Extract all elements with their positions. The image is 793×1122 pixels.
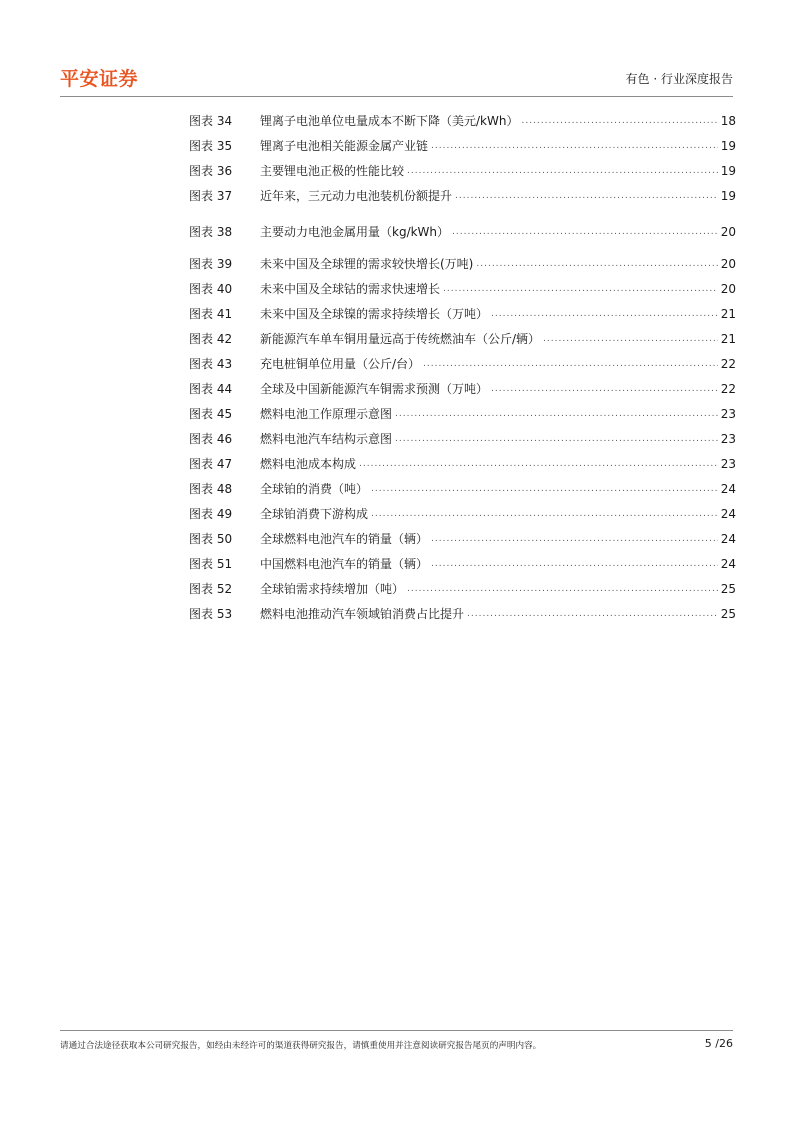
dot-leader <box>543 329 718 349</box>
figure-title: 锂离子电池相关能源金属产业链 <box>260 139 429 153</box>
figure-title: 充电桩铜单位用量（公斤/台） <box>260 357 421 371</box>
figure-number: 图表 48 <box>189 482 233 496</box>
toc-entry[interactable] <box>189 504 736 524</box>
page-number: 22 <box>720 382 736 396</box>
figure-title: 全球燃料电池汽车的销量（辆） <box>260 532 429 546</box>
toc-entry[interactable] <box>189 161 736 181</box>
figure-number: 图表 52 <box>189 582 233 596</box>
dot-leader <box>455 186 718 206</box>
dot-leader <box>431 554 718 574</box>
dot-leader <box>431 136 718 156</box>
figure-title: 中国燃料电池汽车的销量（辆） <box>260 557 429 571</box>
dot-leader <box>407 161 718 181</box>
toc-entry[interactable] <box>189 354 736 374</box>
toc-entry[interactable] <box>189 279 736 299</box>
page-number: 25 <box>720 582 736 596</box>
figure-title: 全球及中国新能源汽车铜需求预测（万吨） <box>260 382 489 396</box>
page-number: 20 <box>720 257 736 271</box>
figure-title: 全球铂消费下游构成 <box>260 507 369 521</box>
toc-entry[interactable] <box>189 111 736 131</box>
dot-leader <box>443 279 718 299</box>
page-number: 22 <box>720 357 736 371</box>
figure-number: 图表 34 <box>189 114 233 128</box>
page-footer <box>60 1030 733 1055</box>
figure-number: 图表 46 <box>189 432 233 446</box>
figure-title: 未来中国及全球锂的需求较快增长(万吨) <box>260 257 474 271</box>
figure-number: 图表 35 <box>189 139 233 153</box>
figure-title: 全球铂的消费（吨） <box>260 482 369 496</box>
figure-number: 图表 44 <box>189 382 233 396</box>
dot-leader <box>395 404 718 424</box>
figure-number: 图表 53 <box>189 607 233 621</box>
figure-number: 图表 43 <box>189 357 233 371</box>
toc-entry[interactable] <box>189 529 736 549</box>
dot-leader <box>371 479 718 499</box>
page-number: 21 <box>720 332 736 346</box>
toc-entry[interactable] <box>189 222 736 242</box>
toc-entry[interactable] <box>189 186 736 206</box>
page-number: 24 <box>720 532 736 546</box>
toc-entry[interactable] <box>189 554 736 574</box>
figure-title: 主要锂电池正极的性能比较 <box>260 164 405 178</box>
dot-leader <box>431 529 718 549</box>
dot-leader <box>452 222 718 242</box>
figure-number: 图表 47 <box>189 457 233 471</box>
toc-entry[interactable] <box>189 579 736 599</box>
figure-number: 图表 40 <box>189 282 233 296</box>
report-type-label: 有色 · 行业深度报告 <box>625 72 733 86</box>
toc-entry[interactable] <box>189 136 736 156</box>
dot-leader <box>423 354 718 374</box>
page-number: 19 <box>720 189 736 203</box>
page-number: 23 <box>720 432 736 446</box>
page-number: 23 <box>720 457 736 471</box>
page-number: 21 <box>720 307 736 321</box>
page-number: 24 <box>720 482 736 496</box>
dot-leader <box>491 304 718 324</box>
figure-title: 燃料电池成本构成 <box>260 457 357 471</box>
figure-title: 燃料电池工作原理示意图 <box>260 407 393 421</box>
page-number: 25 <box>720 607 736 621</box>
dot-leader <box>467 604 718 624</box>
toc-entry[interactable] <box>189 604 736 624</box>
figure-number: 图表 49 <box>189 507 233 521</box>
figure-number: 图表 38 <box>189 225 233 239</box>
page-number: 24 <box>720 507 736 521</box>
figure-title: 全球铂需求持续增加（吨） <box>260 582 405 596</box>
dot-leader <box>491 379 718 399</box>
ping-an-securities-logo: 平安证券 <box>60 68 139 90</box>
figure-number: 图表 39 <box>189 257 233 271</box>
dot-leader <box>395 429 718 449</box>
page-number: 19 <box>720 139 736 153</box>
figure-title: 燃料电池汽车结构示意图 <box>260 432 393 446</box>
figure-number: 图表 42 <box>189 332 233 346</box>
toc-entry[interactable] <box>189 329 736 349</box>
figure-number: 图表 45 <box>189 407 233 421</box>
figure-title: 新能源汽车单车铜用量远高于传统燃油车（公斤/辆） <box>260 332 541 346</box>
page-header <box>60 62 733 97</box>
figure-number: 图表 37 <box>189 189 233 203</box>
figure-number: 图表 36 <box>189 164 233 178</box>
page-number: 20 <box>720 282 736 296</box>
dot-leader <box>407 579 718 599</box>
toc-entry[interactable] <box>189 404 736 424</box>
figure-title: 近年来，三元动力电池装机份额提升 <box>260 189 453 203</box>
toc-entry[interactable] <box>189 379 736 399</box>
toc-entry[interactable] <box>189 304 736 324</box>
figure-title: 燃料电池推动汽车领域铂消费占比提升 <box>260 607 465 621</box>
figure-title: 锂离子电池单位电量成本不断下降（美元/kWh） <box>260 114 519 128</box>
disclaimer-text: 请通过合法途径获取本公司研究报告，如经由未经许可的渠道获得研究报告，请慎重使用并注意阅读研究报告尾页的声明内容。 <box>60 1041 542 1051</box>
dot-leader <box>359 454 718 474</box>
toc-entry[interactable] <box>189 454 736 474</box>
toc-entry[interactable] <box>189 429 736 449</box>
page-indicator: 5 /26 <box>704 1037 733 1050</box>
dot-leader <box>476 254 717 274</box>
page-number: 23 <box>720 407 736 421</box>
figure-number: 图表 41 <box>189 307 233 321</box>
figure-title: 未来中国及全球镍的需求持续增长（万吨） <box>260 307 489 321</box>
page-number: 18 <box>720 114 736 128</box>
page-number: 19 <box>720 164 736 178</box>
figure-title: 未来中国及全球钴的需求快速增长 <box>260 282 441 296</box>
toc-entry[interactable] <box>189 254 736 274</box>
toc-entry[interactable] <box>189 479 736 499</box>
dot-leader <box>371 504 718 524</box>
figure-number: 图表 50 <box>189 532 233 546</box>
page-number: 20 <box>720 225 736 239</box>
figure-title: 主要动力电池金属用量（kg/kWh） <box>260 225 450 239</box>
page-number: 24 <box>720 557 736 571</box>
dot-leader <box>521 111 717 131</box>
figure-number: 图表 51 <box>189 557 233 571</box>
